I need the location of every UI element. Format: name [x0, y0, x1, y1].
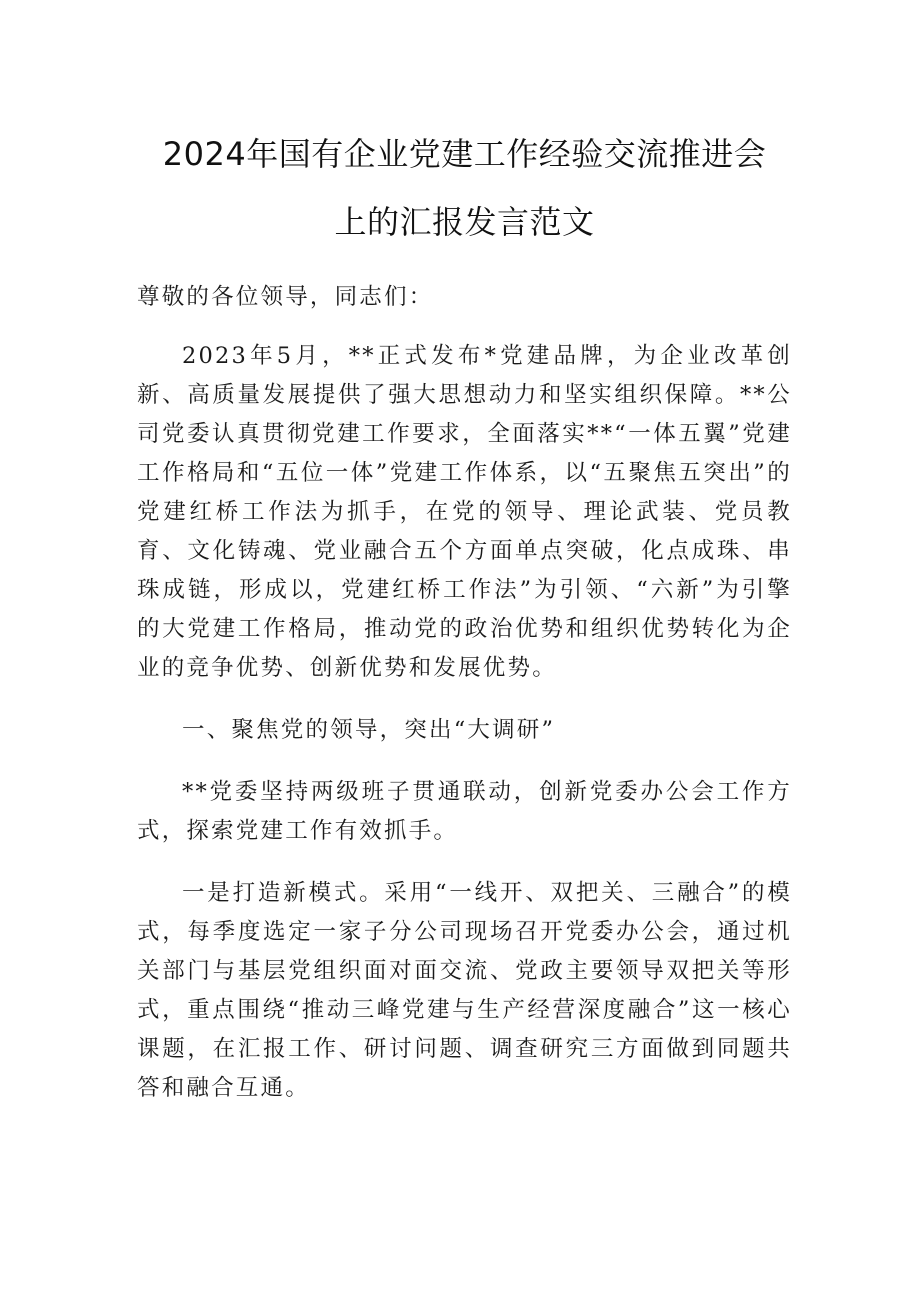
- paragraph-intro: 2023年5月，**正式发布*党建品牌，为企业改革创新、高质量发展提供了强大思想动力和坚实组织保障。**公司党委认真贯彻党建工作要求，全面落实**“一体五翼”党建工作格局和“五位一体”党建工作体系，以“五聚焦五突出”的党建红桥工作法为抓手，在党的领导、理论武装、党员教育、文化铸魂、党业融合五个方面单点突破，化点成珠、串珠成链，形成以，党建红桥工作法”为引领、“六新”为引擎的大党建工作格局，推动党的政治优势和组织优势转化为企业的竞争优势、创新优势和发展优势。: [137, 343, 792, 681]
- section-heading-1: 一、聚焦党的领导，突出“大调研”: [182, 717, 556, 743]
- paragraph-new-model: 一是打造新模式。采用“一线开、双把关、三融合”的模式，每季度选定一家子分公司现场召开党委办公会，通过机关部门与基层党组织面对面交流、党政主要领导双把关等形式，重点围绕“推动三峰党建与生产经营深度融合”这一核心课题，在汇报工作、研讨问题、调查研究三方面做到同题共答和融合互通。: [137, 880, 792, 1101]
- title-line-1: 2024年国有企业党建工作经验交流推进会: [162, 135, 767, 173]
- document-title: [137, 120, 792, 256]
- salutation: 尊敬的各位领导，同志们：: [137, 284, 434, 310]
- paragraph-section-1-intro: **党委坚持两级班子贯通联动，创新党委办公会工作方式，探索党建工作有效抓手。: [137, 779, 792, 844]
- title-line-2: 上的汇报发言范文: [334, 203, 595, 241]
